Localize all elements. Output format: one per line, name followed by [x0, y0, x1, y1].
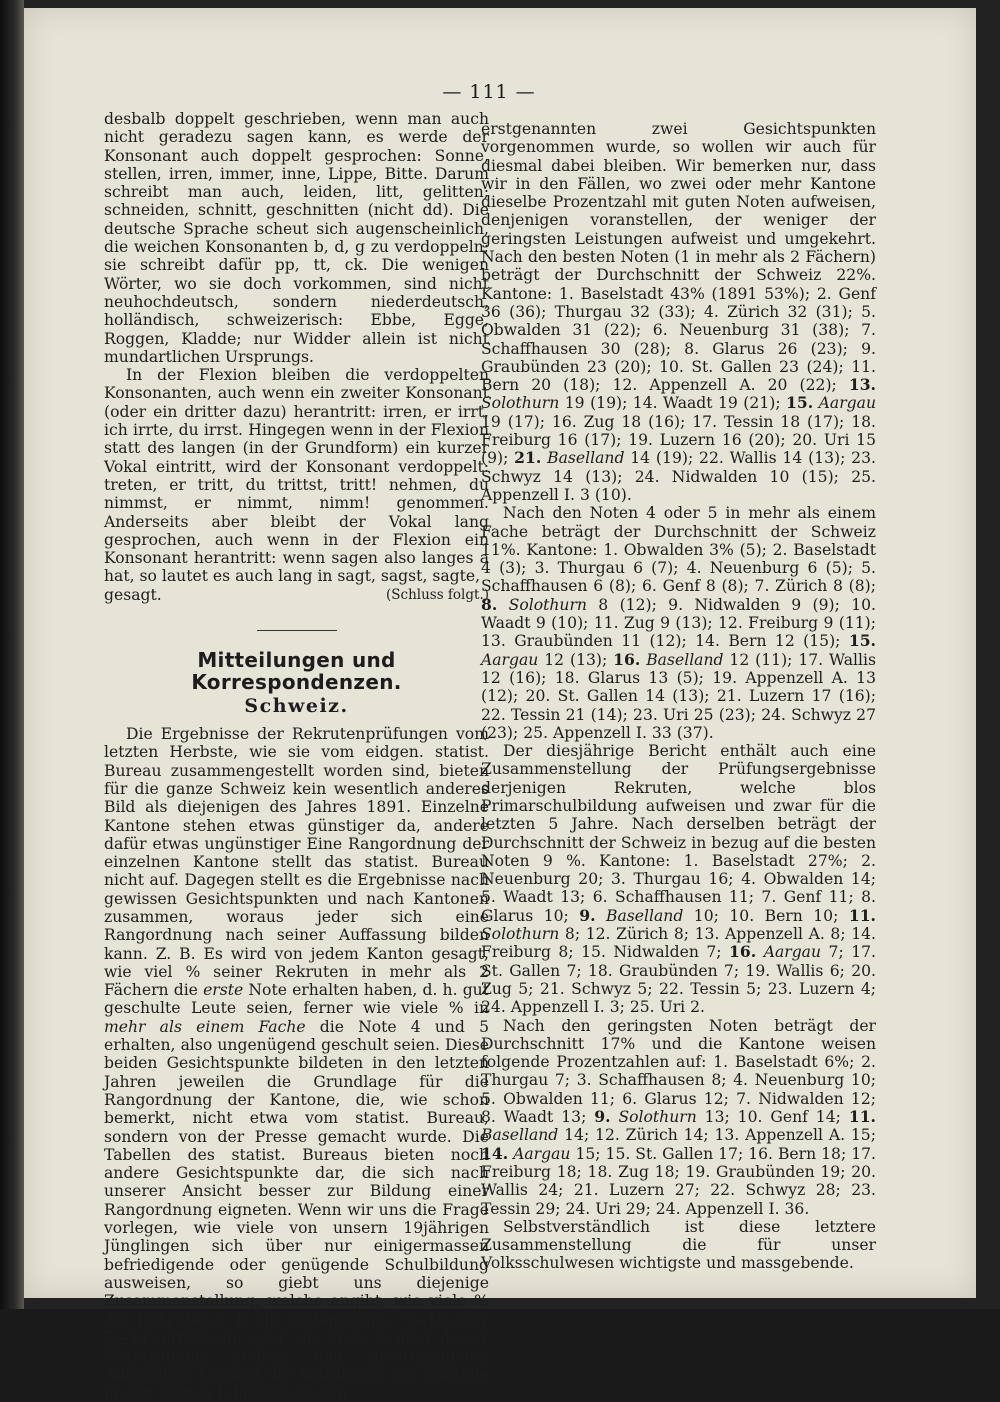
text-run: 15; 15. St. Gallen 17; 16. Bern 18; 17. Freiburg 18; 18. Zug 18; 19. Graubünden 19; 20. Wallis 24; 21. Luzern 27; 22. Schwyz 28; 23. Tessin 29; 24. Uri 29; 24. Appenzell I. 36. — [481, 1144, 876, 1218]
canton-name: Baselland — [481, 1126, 559, 1145]
text-run: 19 (19); 14. Waadt 19 (21); — [564, 394, 781, 413]
subsection-title: Schweiz. — [244, 695, 349, 718]
text-run: 8; 12. Zürich 8; 13. Appenzell A. 8; 14. Freiburg 8; 15. Nidwalden 7; — [481, 925, 876, 962]
paragraph-orthography-continued: desbalb doppelt geschrieben, wenn man auch nicht geradezu sagen kann, es werde der Konsonant auch doppelt gesprochen: Sonne, stellen, irren, immer, inne, Lippe, Bitte. Darum schreibt man auch, leiden, litt, gelitten; schneiden, schnitt, geschnitten (nicht dd). Die deutsche Sprache scheut sich augenscheinlich, die weichen Konsonanten b, d, g zu verdoppeln; sie schreibt dafür pp, tt, ck. Die wenigen Wörter, wo sie doch vorkommen, sind nicht neuhochdeutsch, sondern niederdeutsch, holländisch, schweizerisch: Ebbe, Egge, Roggen, Kladde; nur Widder allein ist nicht mundartlichen Ursprungs. — [104, 110, 489, 366]
canton-name: Aargau — [763, 943, 822, 962]
rank-number: 15. — [848, 631, 876, 651]
paragraph-conclusion: Selbstverständlich ist diese letztere Zusammenstellung die für unser Volksschulwesen wichtigste und massgebende. — [481, 1217, 876, 1273]
canton-name: Baselland — [646, 650, 724, 669]
text-run: die Note 4 und 5 erhalten, also ungenügend geschult seien. Diese beiden Gesichtspunkte bildeten in den letzten Jahren jeweilen die Grundlage für die Rangordnung der Kantone, die, wie schon bemerkt, nicht etwa vom statist. Bureau, sondern von der Presse gemacht wurde. Die Tabellen des statist. Bureaus bieten noch andere Gesichtspunkte dar, die sich nach unserer Ansicht besser zur Bildung einer Rangordnung eigneten. Wenn wir uns die Frage vorlegen, wie viele von unsern 19jährigen Jünglingen sich über nur einigermassen befriedigende oder genügende Schulbildung ausweisen, so giebt uns diejenige Zusammenstellung, welche angibt, wie viele % der Rekruten z. B. die Notensumme 7—10 oder 7—11 aufweisen, oder wie viele % — [104, 1017, 489, 1347]
text-run: Nach den geringsten Noten beträgt der Durchschnitt 17% und die Kantone weisen folgende Prozentzahlen auf: 1. Baselstadt 6%; 2. Thurgau 7; 3. Schaffhausen 8; 4. Neuenburg 10; 5. Obwalden 11; 6. Glarus 12; 7. Nidwalden 12; 8. Waadt 13; — [481, 1016, 876, 1127]
canton-name: Aargau — [513, 1144, 571, 1163]
section-title: Mitteilungen und Korrespondenzen. — [191, 648, 402, 695]
rank-number: 11. — [848, 905, 876, 925]
paragraph-flexion — [104, 366, 489, 586]
text-run: erstgenannten zwei Gesichtspunkten vorgenommen wurde, so wollen wir auch für diesmal dabei bleiben. Wir bemerken nur, dass wir in den Fällen, wo zwei oder mehr Kantone dieselbe Prozentzahl mit guten Noten aufweisen, denjenigen voranstellen, der weniger der geringsten Leistungen aufweist und umgekehrt. Nach den besten Noten (1 in mehr als 2 Fächern) beträgt der Durchschnitt der Schweiz 22%. Kantone: 1. Baselstadt 43% (1891 53%); 2. Genf 36 (36); Thurgau 32 (33); 4. Zürich 32 (31); 5. Obwalden 31 (22); 6. Neuenburg 31 (38); 7. Schaffhausen 30 (28); 8. Glarus 26 (23); 9. Graubünden 23 (20); 10. St. Gallen 23 (24); 11. Bern 20 (18); 12. Appenzell A. 20 (22); — [481, 120, 876, 395]
emphasis-term: erste — [203, 981, 244, 1000]
signoff-last-word: gesagt. — [104, 585, 162, 604]
canton-name: Solothurn — [508, 595, 587, 614]
left-column — [104, 110, 489, 1402]
rank-number: 8. — [481, 594, 498, 614]
document-page — [24, 8, 976, 1402]
rank-number: 14. — [481, 1143, 509, 1163]
rank-number: 11. — [848, 1107, 876, 1127]
paragraph-flexion-text: In der Flexion bleiben die verdoppelten Konsonanten, auch wenn ein zweiter Konsonant (oder ein dritter dazu) herantritt: irren, er irrt, ich irrte, du irrst. Hingegen wenn in der Flexion statt des langen (in der Grundform) ein kurzer Vokal eintritt, wird der Konsonant verdoppelt: treten, er tritt, du trittst, tritt! nehmen, du nimmst, er nimmt, nimm! genommen. Anderseits aber bleibt der Vokal lang gesprochen, auch wenn in der Flexion ein Konsonant herantritt: wenn sagen also langes a hat, so lautet es auch lang in sagt, sagst, sagte, — [104, 366, 489, 586]
canton-name: Solothurn — [481, 394, 560, 413]
paragraph-primary-school — [481, 742, 876, 1016]
paragraph-recruit-exams — [104, 725, 489, 1402]
rank-number: 16. — [729, 942, 757, 962]
text-run: Note erhalten haben, d. h. gut geschulte Leute seien, ferner wie viele % in — [104, 981, 489, 1018]
text-run: Der diesjährige Bericht enthält auch eine Zusammenstellung der Prüfungsergebnisse derjenigen Rekruten, welche blos Primarschulbildung aufweisen und zwar für die letzten 5 Jahre. Nach derselben beträgt der Durchschnitt der Schweiz in bezug auf die besten Noten 9 %. Kantone: 1. Baselstadt 27%; 2. Neuenburg 20; 3. Thurgau 16; 4. Obwalden 14; 5. Waadt 13; 6. Schaffhausen 11; 7. Genf 11; 8. Glarus 10; — [481, 742, 876, 925]
rank-number: 9. — [594, 1107, 611, 1127]
paragraph-poor-grades — [481, 504, 876, 742]
continued-note: (Schluss folgt.) — [386, 586, 489, 603]
canton-name: Aargau — [481, 650, 539, 669]
text-run: 7; 17. St. Gallen 7; 18. Graubünden 7; 19. Wallis 6; 20. Zug 5; 21. Schwyz 5; 22. Tessin 5; 23. Luzern 4; 24. Appenzell I. 3; 25. Uri 2. — [481, 943, 876, 1017]
canton-name: Baselland — [547, 449, 625, 468]
canton-name: Solothurn — [618, 1108, 697, 1127]
text-run: 12 (11); 17. Wallis 12 (16); 18. Glarus 13 (5); 19. Appenzell A. 13 (12); 20. St. Gallen 14 (13); 21. Luzern 17 (16); 22. Tessin 21 (14); 23. Uri 25 (23); 24. Schwyz 27 (23); 25. Appenzell I. 33 (37). — [481, 650, 876, 742]
canton-name: Solothurn — [481, 925, 560, 944]
article-signoff — [104, 586, 489, 604]
text-run: 10; 10. Bern 10; — [693, 906, 839, 925]
right-column — [481, 120, 876, 1273]
text-run: 14; 12. Zürich 14; 13. Appenzell A. 15; — [564, 1126, 876, 1145]
rank-number: 15. — [786, 393, 814, 413]
text-run: Nach den Noten 4 oder 5 in mehr als einem Fache beträgt der Durchschnitt der Schweiz 11%. Kantone: 1. Obwalden 3% (5); 2. Baselstadt 4 (3); 3. Thurgau 6 (7); 4. Neuenburg 6 (5); 5. Schaffhausen 6 (8); 6. Genf 8 (8); 7. Zürich 8 (8); — [481, 504, 876, 596]
paragraph-best-grades — [481, 120, 876, 504]
canton-name: Baselland — [606, 906, 684, 925]
book-binding-edge — [0, 0, 24, 1309]
emphasis-term: über — [395, 1328, 433, 1347]
text-run: 13; 10. Genf 14; — [704, 1108, 841, 1127]
rank-number: 9. — [579, 905, 596, 925]
page-number: — 111 — — [442, 81, 536, 103]
paragraph-lowest-grades — [481, 1017, 876, 1218]
rank-number: 21. — [514, 448, 542, 468]
section-divider — [257, 630, 337, 631]
rank-number: 13. — [848, 375, 876, 395]
text-run: 19 (17); 16. Zug 18 (16); 17. Tessin 18 (17); 18. Freiburg 16 (17); 19. Luzern 16 (20); 20. Uri 15 (9); — [481, 412, 876, 468]
text-run: Die Ergebnisse der Rekrutenprüfungen vom letzten Herbste, wie sie vom eidgen. statist. Bureau zusammengestellt worden sind, bieten für die ganze Schweiz kein wesentlich anderes Bild als diejenigen des Jahres 1891. Einzelne Kantone stehen etwas günstiger da, andere dafür etwas ungünstiger Eine Rangordnung der einzelnen Kantone stellt das statist. Bureau nicht auf. Dagegen stellt es die Ergebnisse nach gewissen Gesichtspunkten und nach Kantonen zusammen, woraus jeder sich eine Rangordnung nach seiner Auffassung bilden kann. Z. B. Es wird von jedem Kanton gesagt, wie viel % seiner Rekruten in mehr als 2 Fächern die — [104, 725, 489, 1000]
text-run: 12 (13); — [544, 650, 608, 669]
text-run: dieser Notensumme stehen, den zuverlässigsten Aufschluss. Da aber die Aufzählung der Kantone in den letzten Jahren nach den — [104, 1328, 489, 1402]
text-run: 14 (19); 22. Wallis 14 (13); 23. Schwyz 14 (13); 24. Nidwalden 10 (15); 25. Appenzell I. 3 (10). — [481, 449, 876, 504]
rank-number: 16. — [613, 649, 641, 669]
canton-name: Aargau — [818, 394, 876, 413]
text-run: 8 (12); 9. Nidwalden 9 (9); 10. Waadt 9 (10); 11. Zug 9 (13); 12. Freiburg 9 (11); 13. Graubünden 11 (12); 14. Bern 12 (15); — [481, 595, 876, 651]
emphasis-term: mehr als einem Fache — [104, 1017, 306, 1036]
